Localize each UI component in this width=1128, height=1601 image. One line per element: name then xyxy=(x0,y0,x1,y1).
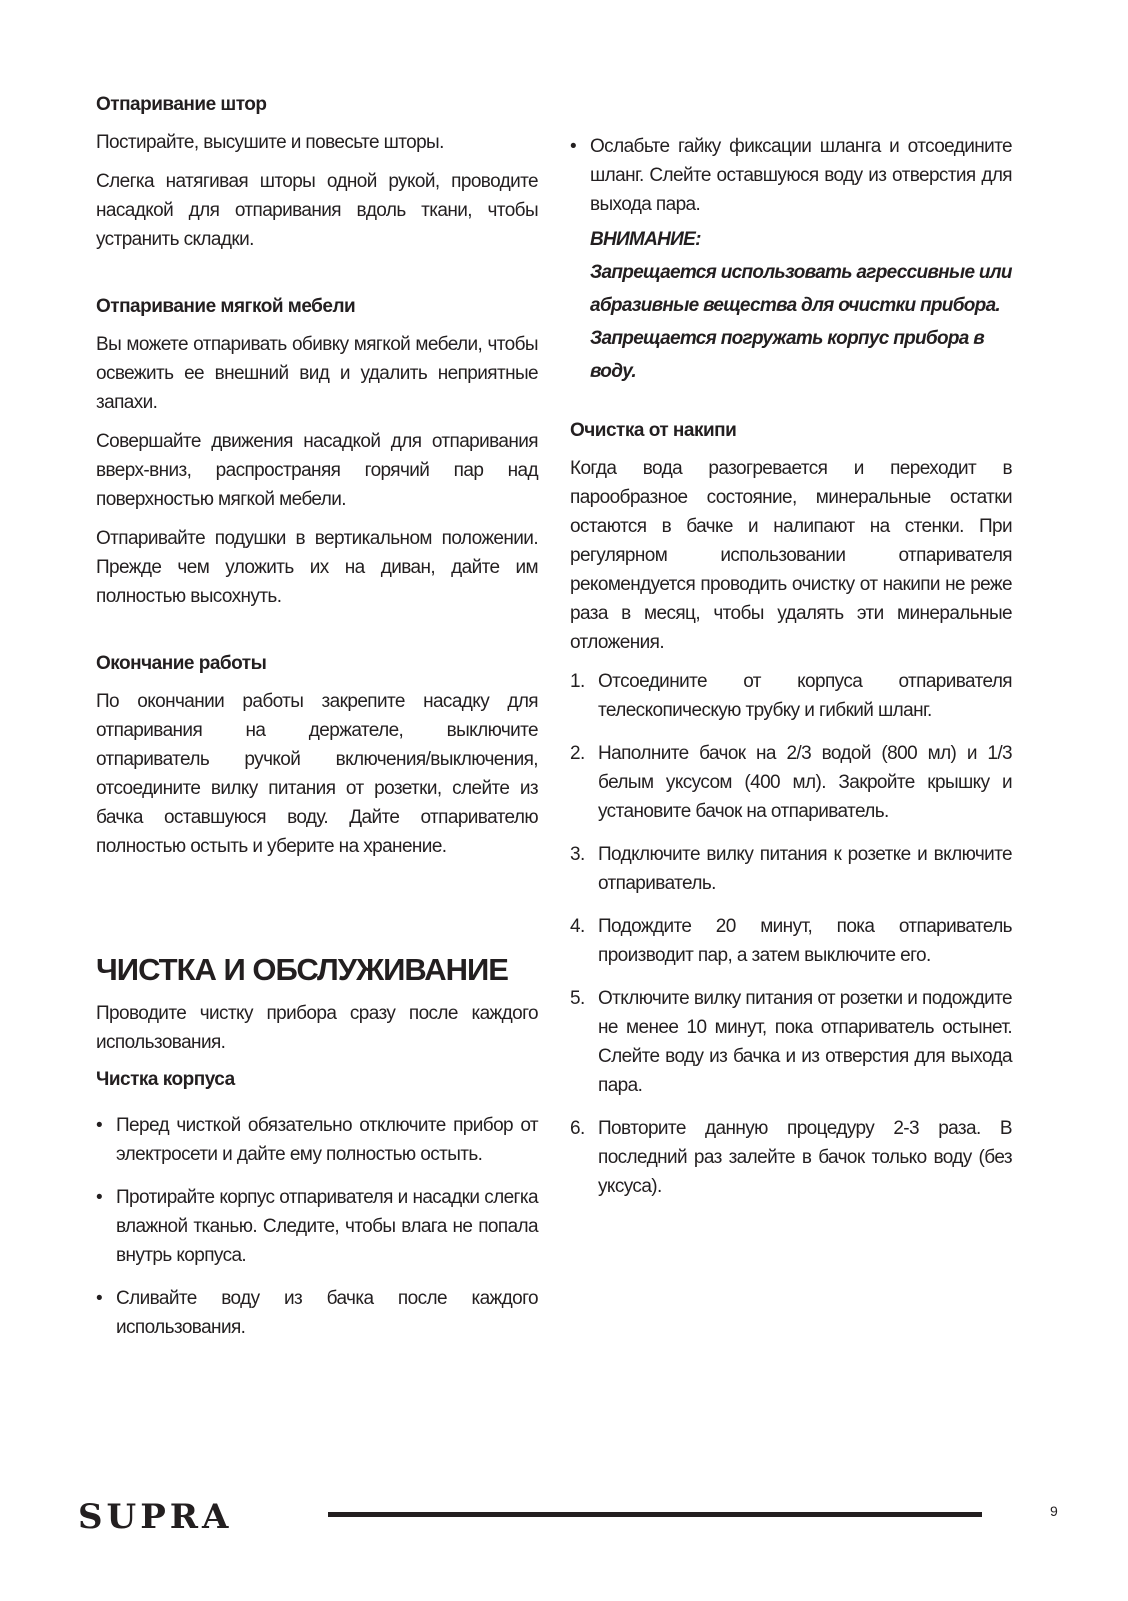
step-number: 2. xyxy=(570,743,585,764)
step-number: 4. xyxy=(570,916,585,937)
step-number: 6. xyxy=(570,1118,585,1139)
paragraph: Постирайте, высушите и повесьте шторы. xyxy=(96,132,444,153)
step-number: 3. xyxy=(570,844,585,865)
left-column xyxy=(96,92,538,1356)
paragraph: Вы можете отпаривать обивку мягкой мебели, чтобы освежить ее внешний вид и удалить неприятные запахи. xyxy=(96,334,538,413)
paragraph: Когда вода разогревается и переходит в парообразное состояние, минеральные остатки остаются в бачке и налипают на стенки. При регулярном использовании отпаривателя рекомендуется проводить очистку от накипи не реже раза в месяц, чтобы удалять эти минеральные отложения. xyxy=(570,458,1012,653)
section-title-descaling: Очистка от накипи xyxy=(570,420,737,441)
paragraph: Проводите чистку прибора сразу после каждого использования. xyxy=(96,1003,538,1053)
bullet-list xyxy=(570,132,1012,219)
step-number: 1. xyxy=(570,671,585,692)
section-title-curtains: Отпаривание штор xyxy=(96,94,267,115)
chapter-title: ЧИСТКА И ОБСЛУЖИВАНИЕ xyxy=(96,952,508,987)
warning-title: ВНИМАНИЕ: xyxy=(590,229,701,250)
list-item: • Сливайте воду из бачка после каждого использования. xyxy=(96,1284,538,1342)
list-item: • Ослабьте гайку фиксации шланга и отсоедините шланг. Слейте оставшуюся воду из отверстия для выхода пара. xyxy=(570,132,1012,219)
bullet-marker: • xyxy=(570,136,577,157)
step-item: 5. Отключите вилку питания от розетки и подождите не менее 10 минут, пока отпариватель остынет. Слейте воду из бачка и из отверстия для выхода пара. xyxy=(570,984,1012,1100)
section-title-body-cleaning: Чистка корпуса xyxy=(96,1069,235,1090)
step-number: 5. xyxy=(570,988,585,1009)
step-item: 3. Подключите вилку питания к розетке и включите отпариватель. xyxy=(570,840,1012,898)
paragraph: Отпаривайте подушки в вертикальном положении. Прежде чем уложить их на диван, дайте им полностью высохнуть. xyxy=(96,528,538,607)
list-item: • Протирайте корпус отпаривателя и насадки слегка влажной тканью. Следите, чтобы влага не попала внутрь корпуса. xyxy=(96,1183,538,1270)
warning-text: Запрещается погружать корпус прибора в воду. xyxy=(590,328,985,382)
paragraph: Совершайте движения насадкой для отпаривания вверх-вниз, распространяя горячий пар над поверхностью мягкой мебели. xyxy=(96,431,538,510)
footer-divider xyxy=(328,1512,982,1517)
bullet-list xyxy=(96,1111,538,1342)
bullet-marker: • xyxy=(96,1288,103,1309)
page-number: 9 xyxy=(1050,1503,1058,1519)
step-item: 4. Подождите 20 минут, пока отпариватель производит пар, а затем выключите его. xyxy=(570,912,1012,970)
paragraph: Слегка натягивая шторы одной рукой, проводите насадкой для отпаривания вдоль ткани, чтобы устранить складки. xyxy=(96,171,538,250)
right-column xyxy=(570,132,1012,1215)
section-title-furniture: Отпаривание мягкой мебели xyxy=(96,296,356,317)
bullet-marker: • xyxy=(96,1187,103,1208)
step-item: 2. Наполните бачок на 2/3 водой (800 мл) и 1/3 белым уксусом (400 мл). Закройте крышку и установите бачок на отпариватель. xyxy=(570,739,1012,826)
warning-text: Запрещается использовать агрессивные или абразивные вещества для очистки прибора. xyxy=(590,262,1012,316)
paragraph: По окончании работы закрепите насадку для отпаривания на держателе, выключите отпариватель ручкой включения/выключения, отсоедините вилку питания от розетки, слейте из бачка оставшуюся воду. Дайте отпаривателю полностью остыть и уберите на хранение. xyxy=(96,691,538,857)
section-title-finish: Окончание работы xyxy=(96,653,267,674)
numbered-steps xyxy=(570,667,1012,1201)
bullet-marker: • xyxy=(96,1115,103,1136)
step-item: 1. Отсоедините от корпуса отпаривателя телескопическую трубку и гибкий шланг. xyxy=(570,667,1012,725)
list-item: • Перед чисткой обязательно отключите прибор от электросети и дайте ему полностью остыть. xyxy=(96,1111,538,1169)
brand-logo: SUPRA xyxy=(78,1497,233,1537)
step-item: 6. Повторите данную процедуру 2-3 раза. В последний раз залейте в бачок только воду (без уксуса). xyxy=(570,1114,1012,1201)
